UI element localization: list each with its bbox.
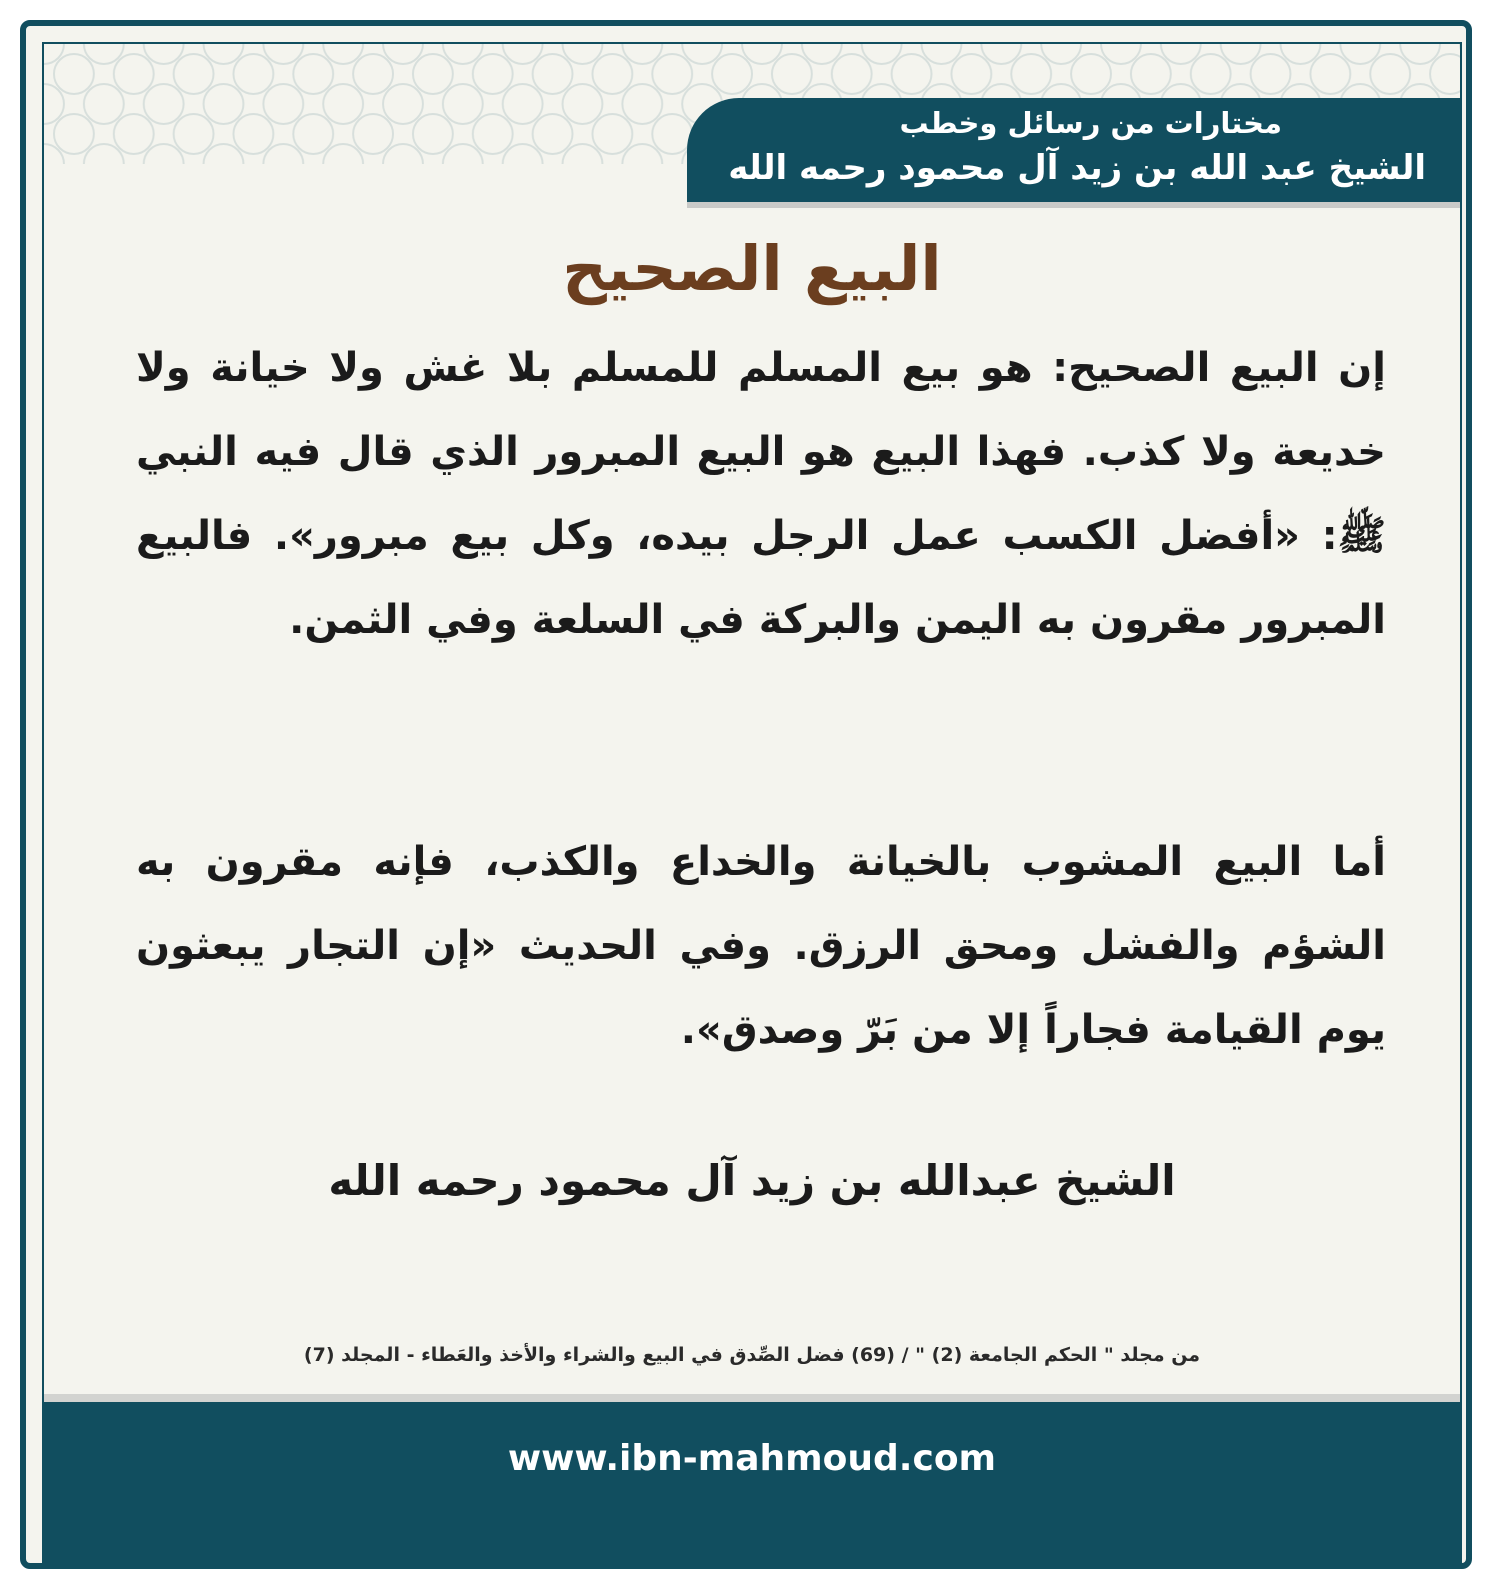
paragraph-2: أما البيع المشوب بالخيانة والخداع والكذب، فإنه مقرون به الشؤم والفشل ومحق الرزق. وفي الحديث «إن التجار يبعثون يوم القيامة فجاراً إلا من بَرّ وصدق». (136, 839, 1386, 1053)
header-author-name: الشيخ عبد الله بن زيد آل محمود رحمه الله (728, 148, 1426, 188)
header-series-title: مختارات من رسائل وخطب (899, 106, 1282, 140)
author-signature: الشيخ عبدالله بن زيد آل محمود رحمه الله (328, 1156, 1176, 1205)
paragraph-1: إن البيع الصحيح: هو بيع المسلم للمسلم بلا غش ولا خيانة ولا خديعة ولا كذب. فهذا البيع هو البيع المبرور الذي قال فيه النبي ﷺ: «أفضل الكسب عمل الرجل بيده، وكل بيع مبرور». فالبيع المبرور مقرون به اليمن والبركة في السلعة وفي الثمن. (136, 345, 1386, 643)
page-title: البيع الصحيح (562, 232, 942, 305)
header-banner (687, 98, 1462, 202)
footer-bar (44, 1402, 1460, 1567)
content-panel (42, 42, 1462, 1567)
source-citation: من مجلد " الحكم الجامعة (2) " / (69) فضل الصِّدق في البيع والشراء والأخذ والعَطاء - المجلد (7) (303, 1344, 1201, 1366)
website-link[interactable]: www.ibn-mahmoud.com (507, 1438, 997, 1479)
footer-divider (44, 1394, 1460, 1402)
